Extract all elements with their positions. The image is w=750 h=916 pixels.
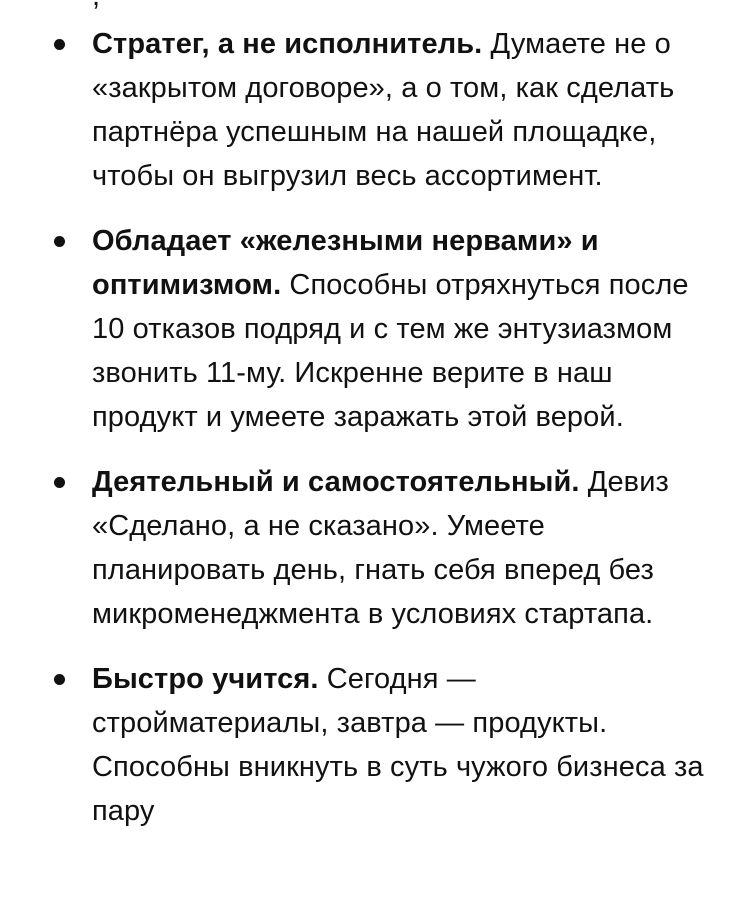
item-title: Быстро учится.	[92, 663, 327, 695]
item-text: Думаете не о «закрытом договоре», а о том, как сделать партнёра успешным на нашей площадке, чтобы он выгрузил весь ассортимент.	[92, 28, 675, 192]
item-title: Деятельный и самостоятельный.	[92, 466, 588, 498]
list-item	[0, 657, 750, 833]
previous-text-fragment	[92, 0, 100, 18]
bullet-icon	[54, 39, 65, 50]
list-item	[0, 22, 750, 198]
requirements-list	[0, 22, 750, 854]
item-text: Способны отряхнуться после 10 отказов подряд и с тем же энтузиазмом звонить 11-му. Искренне верите в наш продукт и умеете заражать этой верой.	[92, 269, 689, 433]
bullet-icon	[54, 477, 65, 488]
bullet-icon	[54, 674, 65, 685]
item-title: Стратег, а не исполнитель.	[92, 28, 491, 60]
item-title: Обладает «железными нервами» и оптимизмом.	[92, 225, 599, 301]
item-text: Девиз «Сделано, а не сказано». Умеете планировать день, гнать себя вперед без микроменеджмента в условиях стартапа.	[92, 466, 669, 630]
list-item	[0, 460, 750, 636]
bullet-icon	[54, 236, 65, 247]
item-text: Сегодня — стройматериалы, завтра — продукты. Способны вникнуть в суть чужого бизнеса за пару	[92, 663, 704, 827]
list-item	[0, 219, 750, 439]
